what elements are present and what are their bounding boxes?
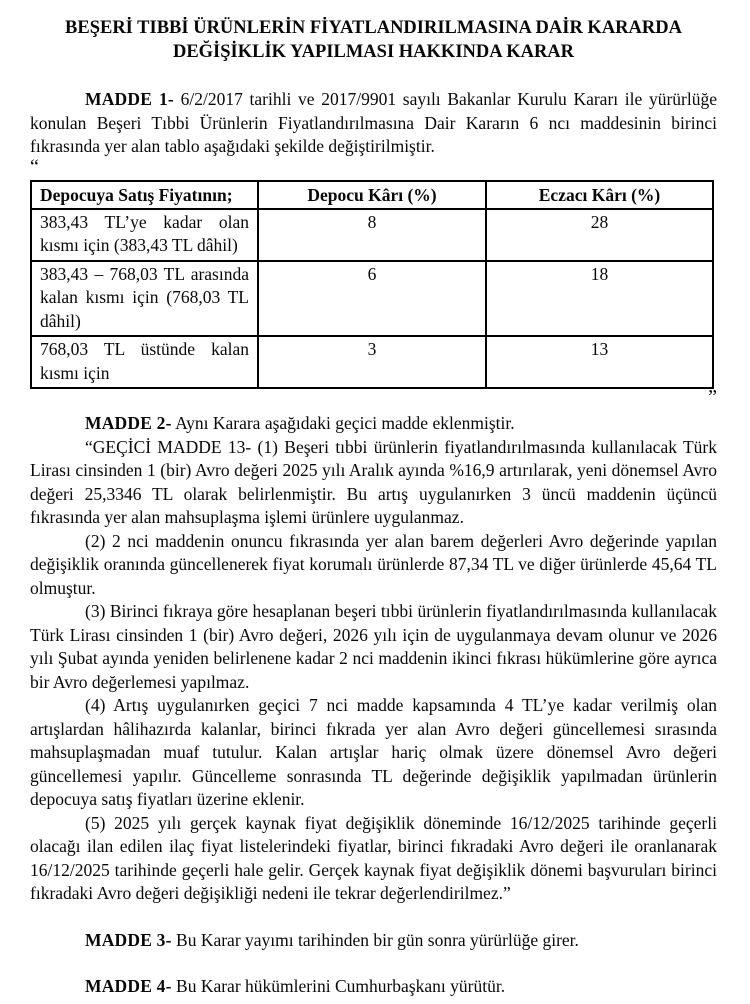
price-band-cell: 768,03 TL üstünde kalan kısmı için	[31, 336, 258, 388]
eczaci-kari-value: 13	[486, 336, 713, 388]
table-row	[31, 261, 713, 337]
table-row	[31, 336, 713, 388]
document-title-line1: BEŞERİ TIBBİ ÜRÜNLERİN FİYATLANDIRILMASINA DAİR KARARDA	[65, 18, 682, 38]
header-depocu-kari: Depocu Kârı (%)	[258, 181, 486, 209]
price-table-header	[31, 181, 713, 209]
eczaci-kari-value: 28	[486, 209, 713, 261]
price-band-cell: 383,43 TL’ye kadar olan kısmı için (383,43 TL dâhil)	[31, 209, 258, 261]
header-eczaci-kari: Eczacı Kârı (%)	[486, 181, 713, 209]
depocu-kari-value: 6	[258, 261, 486, 337]
gecici-madde-13-paragraph-3: (3) Birinci fıkraya göre hesaplanan beşeri tıbbi ürünlerin fiyatlandırılmasında kullanılacak Türk Lirası cinsinden 1 (bir) Avro değeri, 2026 yılı için de uygulanmaya devam olunur ve 2026 yılı Şubat ayında yeniden belirlenene kadar 2 nci maddenin ikinci fıkrası hükümlerine göre ayrıca bir Avro değerlemesi yapılmaz.	[30, 601, 717, 692]
depocu-kari-value: 8	[258, 209, 486, 261]
price-table	[30, 180, 714, 390]
scanned-document	[30, 16, 717, 999]
table-opening-quote: “	[30, 155, 39, 178]
gecici-madde-13-paragraph-1: “GEÇİCİ MADDE 13- (1) Beşeri tıbbi ürünlerin fiyatlandırılmasında kullanılacak Türk Lirası cinsinden 1 (bir) Avro değeri 2025 yılı Aralık ayında %16,9 artırılarak, yeni dönemsel Avro değeri 25,3346 TL olarak belirlenmiştir. Bu artış uygulanırken 3 üncü maddenin üçüncü fıkrasında yer alan mahsuplaşma işlemi ürünlere uygulanmaz.	[30, 436, 717, 527]
table-row	[31, 209, 713, 261]
article-2-label: MADDE 2-	[85, 413, 172, 433]
price-band-cell: 383,43 – 768,03 TL arasında kalan kısmı için (768,03 TL dâhil)	[31, 261, 258, 337]
table-closing-quote: ”	[708, 386, 717, 408]
depocu-kari-value: 3	[258, 336, 486, 388]
article-3-text: Bu Karar yayımı tarihinden bir gün sonra yürürlüğe girer.	[176, 929, 579, 950]
gecici-madde-13-paragraph-4: (4) Artış uygulanırken geçici 7 nci madde kapsamında 4 TL’ye kadar verilmiş olan artışlardan hâlihazırda kalanlar, birinci fıkrada yer alan Avro değeri güncellemesi sırasında mahsuplaşmadan muaf tutulur. Kalan artışlar hariç olmak üzere dönemsel Avro değeri güncellemesi yapılır. Güncelleme sonrasında TL değerinde değişiklik yapılmadan ürünlerin depocuya satış fiyatları üzerine eklenir.	[30, 695, 717, 809]
article-2-paragraph	[30, 412, 717, 436]
document-title-line2: DEĞİŞİKLİK YAPILMASI HAKKINDA KARAR	[172, 42, 575, 62]
article-1-text: 6/2/2017 tarihli ve 2017/9901 sayılı Bakanlar Kurulu Kararı ile yürürlüğe konulan Beşeri Tıbbi Ürünlerin Fiyatlandırılmasına Dair Kararın 6 ncı maddesinin birinci fıkrasında yer alan tablo aşağıdaki şekilde değiştirilmiştir.	[30, 89, 718, 156]
article-1-paragraph	[30, 88, 717, 159]
article-1-label: MADDE 1-	[85, 89, 174, 109]
eczaci-kari-value: 18	[486, 261, 713, 337]
article-3-paragraph	[30, 929, 717, 953]
article-4-text: Bu Karar hükümlerini Cumhurbaşkanı yürütür.	[176, 976, 506, 996]
table-header-row	[31, 181, 713, 209]
article-3-label: MADDE 3-	[85, 929, 172, 950]
price-table-body	[31, 209, 713, 389]
article-4-label: MADDE 4-	[85, 976, 172, 996]
gecici-madde-13-paragraph-2: (2) 2 nci maddenin onuncu fıkrasında yer alan barem değerleri Avro değerinde yapılan değişiklik oranında güncellenerek fiyat korumalı ürünlerde 87,34 TL ve diğer ürünlerde 45,64 TL olmuştur.	[30, 530, 717, 598]
article-4-paragraph	[30, 975, 717, 999]
article-2-text: Aynı Karara aşağıdaki geçici madde eklenmiştir.	[175, 413, 515, 433]
gecici-madde-13-paragraph-5: (5) 2025 yılı gerçek kaynak fiyat değişiklik döneminde 16/12/2025 tarihinde geçerli olacağı ilan edilen ilaç fiyat listelerindeki fiyatlar, birinci fıkradaki Avro değeri ile oranlanarak 16/12/2025 tarihinde geçerli hale gelir. Gerçek kaynak fiyat değişiklik dönemi başvuruları birinci fıkradaki Avro değeri değişikliği nedeni ile tekrar değerlendirilmez.”	[30, 812, 717, 903]
header-depocuya-satis-fiyatinin: Depocuya Satış Fiyatının;	[31, 181, 258, 209]
